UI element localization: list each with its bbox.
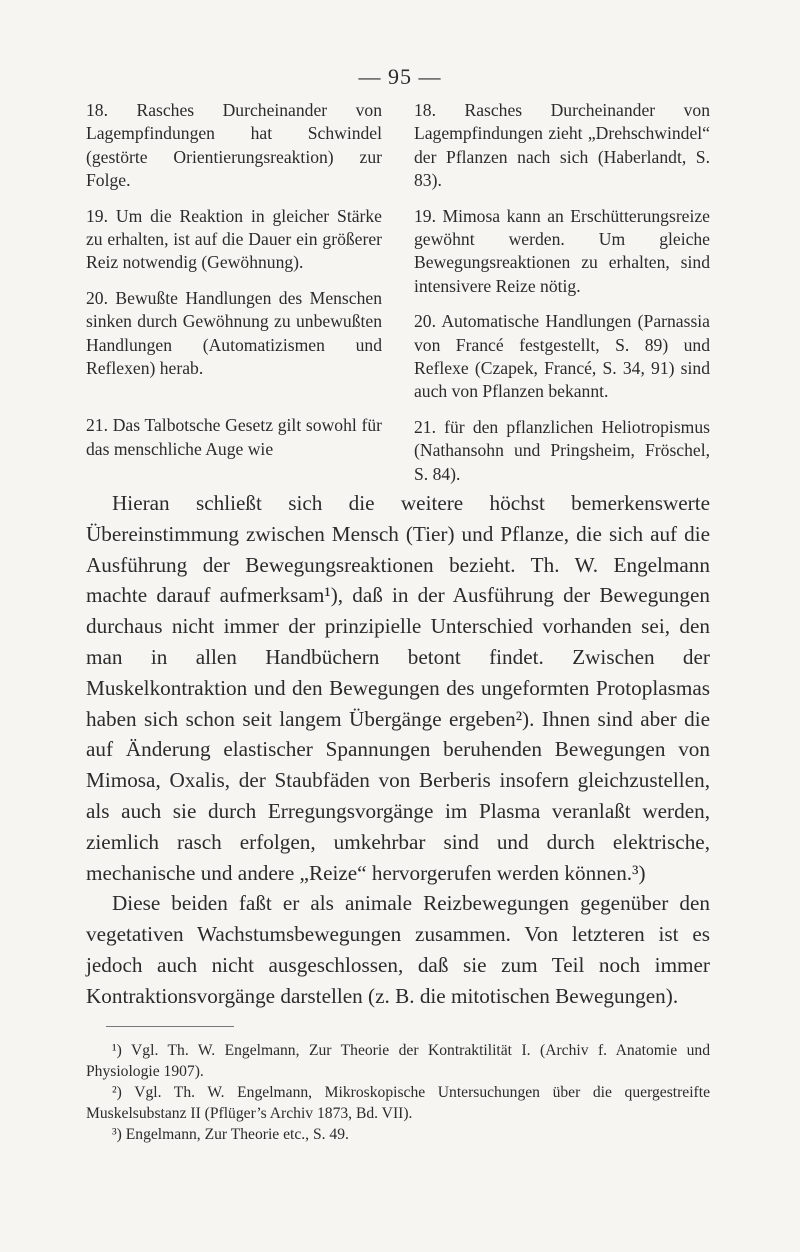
- right-item-20: 20. Automatische Handlungen (Parnassia von Francé festgestellt, S. 89) und Reflexe (Czapek, Francé, S. 34, 91) sind auch von Pflanzen bekannt.: [414, 311, 710, 402]
- body-paragraph-2: Diese beiden faßt er als animale Reizbewegungen gegenüber den vegetativen Wachstumsbewegungen zusammen. Von letzteren ist es jedoch auch nicht ausgeschlossen, daß sie zum Teil noch immer Kontraktionsvorgänge darstellen (z. B. die mitotischen Bewegungen).: [86, 891, 710, 1008]
- left-item-18: 18. Rasches Durcheinander von Lagempfindungen hat Schwindel (gestörte Orientierungsreaktion) zur Folge.: [86, 100, 382, 191]
- footnotes: [86, 1040, 710, 1145]
- right-item-21: 21. für den pflanzlichen Heliotropismus (Nathansohn und Pringsheim, Fröschel, S. 84).: [414, 416, 710, 484]
- page-number: — 95 —: [358, 64, 442, 89]
- comparison-columns: [86, 99, 710, 498]
- footnote-1: ¹) Vgl. Th. W. Engelmann, Zur Theorie der Kontraktilität I. (Archiv f. Anatomie und Physiologie 1907).: [86, 1042, 710, 1080]
- right-column-plant: [414, 99, 710, 498]
- footnote-2: ²) Vgl. Th. W. Engelmann, Mikroskopische Untersuchungen über die quergestreifte Muskelsubstanz II (Pflüger’s Archiv 1873, Bd. VII).: [86, 1084, 710, 1122]
- body-paragraph-1: Hieran schließt sich die weitere höchst bemerkenswerte Übereinstimmung zwischen Mensch (Tier) und Pflanze, die sich auf die Ausführung der Bewegungsreaktionen bezieht. Th. W. Engelmann machte darauf aufmerksam¹), daß in der Ausführung der Bewegungen durchaus nicht immer der prinzipielle Unterschied vorhanden sei, den man in allen Handbüchern betont findet. Zwischen der Muskelkontraktion und den Bewegungen des ungeformten Protoplasmas haben sich schon seit langem Übergänge ergeben²). Ihnen sind aber die auf Änderung elastischer Spannungen beruhenden Bewegungen von Mimosa, Oxalis, der Staubfäden von Berberis insofern gleichzustellen, als auch sie durch Erregungsvorgänge im Plasma veranlaßt werden, ziemlich rasch erfolgen, umkehrbar sind und durch elektrische, mechanische und andere „Reize“ hervorgerufen werden können.³): [86, 491, 710, 885]
- left-column-human: [86, 99, 382, 498]
- footnote-3: ³) Engelmann, Zur Theorie etc., S. 49.: [112, 1126, 349, 1143]
- footnote-divider: [106, 1026, 234, 1027]
- left-item-21: 21. Das Talbotsche Gesetz gilt sowohl für das menschliche Auge wie: [86, 415, 382, 459]
- left-item-20: 20. Bewußte Handlungen des Menschen sinken durch Gewöhnung zu unbewußten Handlungen (Automatizismen und Reflexen) herab.: [86, 287, 382, 379]
- main-text: [86, 488, 710, 1012]
- left-item-19: 19. Um die Reaktion in gleicher Stärke zu erhalten, ist auf die Dauer ein größerer Reiz notwendig (Gewöhnung).: [86, 205, 382, 273]
- right-item-18: 18. Rasches Durcheinander von Lagempfindungen zieht „Drehschwindel“ der Pflanzen nach sich (Haberlandt, S. 83).: [414, 100, 710, 191]
- right-item-19: 19. Mimosa kann an Erschütterungsreize gewöhnt werden. Um gleiche Bewegungsreaktionen zu erhalten, sind intensivere Reize nötig.: [414, 205, 710, 296]
